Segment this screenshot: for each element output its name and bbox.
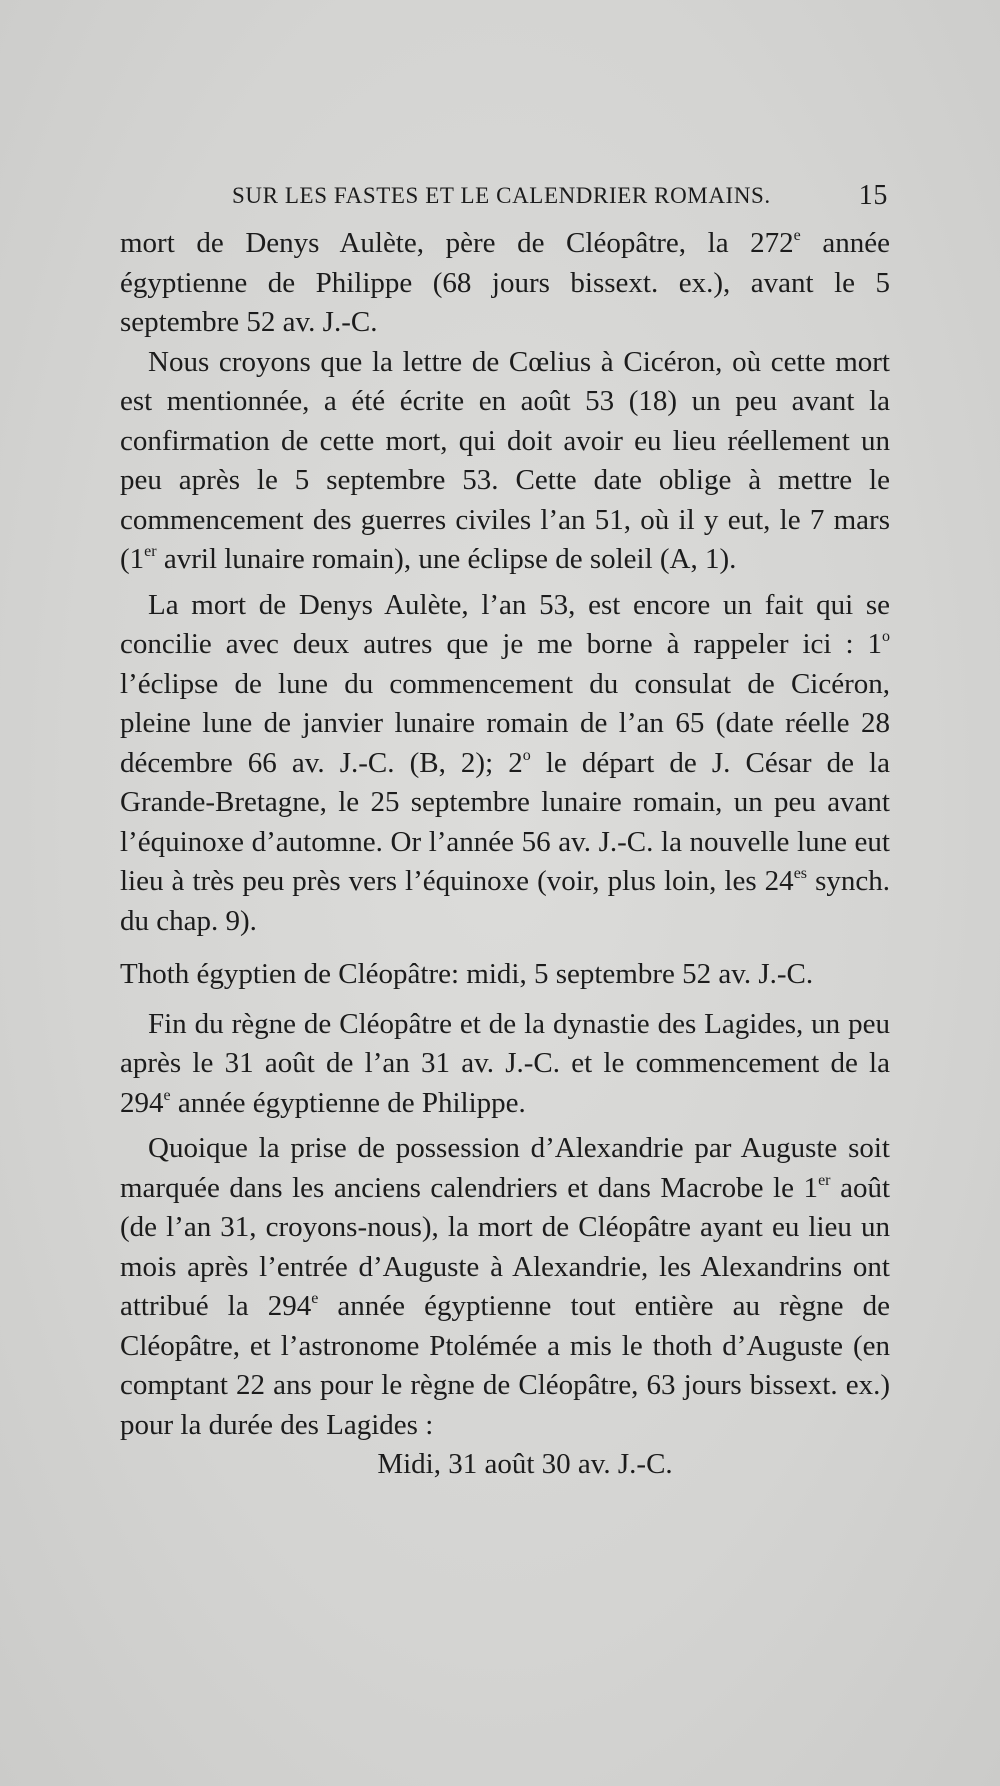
thoth-auguste-line: Midi, 31 août 30 av. J.-C. [377,1448,673,1480]
paragraph-continuation: mort de Denys Aulète, père de Cléopâtre, la 272e année égyptienne de Philippe (68 jours bissext. ex.), avant le 5 septembre 52 av. J.-C. [120,227,890,338]
page-number: 15 [858,180,888,211]
running-title: SUR LES FASTES ET LE CALENDRIER ROMAINS. [232,183,771,208]
paragraph-denys-aulete: La mort de Denys Aulète, l’an 53, est encore un fait qui se concilie avec deux autres que je me borne à rappeler ici : 1$^o$ l’éclipse de lune du commencement du consulat de Cicéron, pleine lune de janvier lunaire romain de l’an 65 (date réelle 28 décembre 66 av. J.-C. (B, 2); 2$^o$ le départ de J. César de la Grande-Bretagne, le 25 septembre lunaire romain, un peu avant l’équinoxe d’automne. Or l’année 56 av. J.-C. la nouvelle lune eut lieu à très peu près vers l’équinoxe (voir, plus loin, les $24^{es}$ synch. du chap. 9). [120,588,890,937]
paragraph-auguste: Quoique la prise de possession d’Alexandrie par Auguste soit marquée dans les anciens calendriers et dans Macrobe le 1er août (de l’an 31, croyons-nous), la mort de Cléopâtre ayant eu lieu un mois après l’entrée d’Auguste à Alexandrie, les Alexandrins ont attribué la 294e année égyptienne tout entière au règne de Cléopâtre, et l’astronome Ptolémée a mis le thoth d’Auguste (en comptant 22 ans pour le règne de Cléopâtre, 63 jours bissext. ex.) pour la durée des Lagides : [120,1132,890,1441]
paragraph-coelius-letter: Nous croyons que la lettre de Cœlius à Cicéron, où cette mort est mentionnée, a été écrite en août 53 (18) un peu avant la confirmation de cette mort, qui doit avoir eu lieu réellement un peu après le 5 septembre 53. Cette date oblige à mettre le commencement des guerres civiles l’an 51, où il y eut, le 7 mars (1er avril lunaire romain), une éclipse de soleil (A, 1). [120,345,890,575]
thoth-cleopatre-line: Thoth égyptien de Cléopâtre: midi, 5 septembre 52 av. J.-C. [120,958,814,990]
body-text [120,224,890,1485]
running-head [232,178,888,214]
paragraph-fin-du-regne: Fin du règne de Cléopâtre et de la dynastie des Lagides, un peu après le 31 août de l’an 31 av. J.-C. et le commencement de la 294e année égyptienne de Philippe. [120,1007,890,1119]
